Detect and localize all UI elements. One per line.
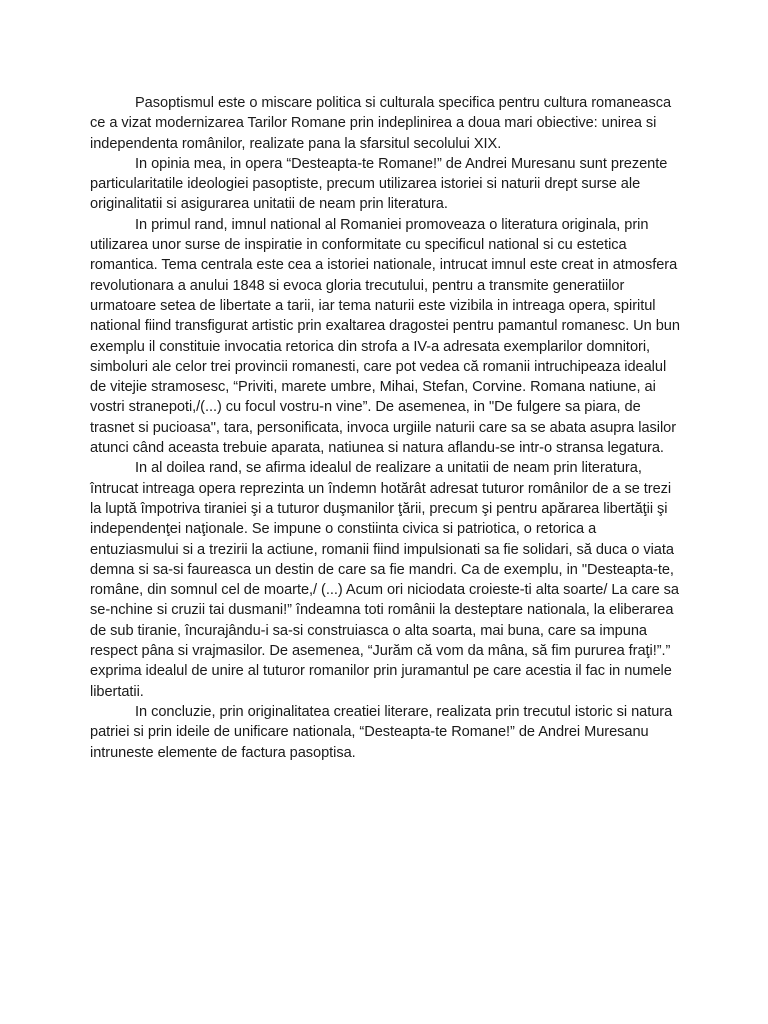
paragraph-intro: Pasoptismul este o miscare politica si culturala specifica pentru cultura romaneasca ce a vizat modernizarea Tarilor Romane prin indeplinirea a doua mari obiective: unirea si independenta românilor, realizate pana la sfarsitul secolului XIX. bbox=[90, 95, 672, 152]
paragraph-argument-two: In al doilea rand, se afirma idealul de realizare a unitatii de neam prin literatura, întrucat intreaga opera reprezinta un îndemn hotărât adresat tuturor românilor de a se trezi la luptă împotriva tiraniei şi a tuturor duşmanilor ţării, precum şi pentru apărarea libertăţii şi independenţei naţionale. Se impune o constiinta civica si patriotica, o retorica a entuziasmului si a trezirii la actiune, romanii fiind impulsionati sa fie solidari, să duca o viata demna si sa-si faureasca un destin de care sa fie mandri. Ca de exemplu, in "Desteapta-te, române, din somnul cel de moarte,/ (...) Acum ori niciodata croieste-ti alta soarte/ La care sa se-nchine si cruzii tai dusmani!” îndeamna toti românii la desteptare nationala, la eliberarea de sub tiranie, încurajându-i sa-si construiasca o alta soarta, mai buna, care sa impuna respect pâna si vrajmasilor. De asemenea, “Jurăm că vom da mâna, să fim pururea fraţi!”.” exprima idealul de unire al tuturor romanilor prin juramantul pe care acestia il fac in numele libertatii. bbox=[90, 460, 679, 700]
paragraph-thesis: In opinia mea, in opera “Desteapta-te Romane!” de Andrei Muresanu sunt prezente particularitatile ideologiei pasoptiste, precum utilizarea istoriei si naturii drept surse ale originalitatii si asigurarea unitatii de neam prin literatura. bbox=[90, 155, 668, 213]
essay-body bbox=[90, 93, 682, 763]
paragraph-conclusion: In concluzie, prin originalitatea creatiei literare, realizata prin trecutul istoric si natura patriei si prin ideile de unificare nationala, “Desteapta-te Romane!” de Andrei Muresanu intruneste elemente de factura pasoptisa. bbox=[90, 703, 673, 761]
paragraph-argument-one: In primul rand, imnul national al Romaniei promoveaza o literatura originala, prin utilizarea unor surse de inspiratie in conformitate cu specificul national si cu estetica romantica. Tema centrala este cea a istoriei nationale, intrucat imnul este creat in atmosfera revolutionara a anului 1848 si evoca gloria trecutului, pentru a transmite generatiilor urmatoare setea de libertate a tarii, iar tema naturii este vizibila in intreaga opera, spiritul national fiind transfigurat artistic prin exaltarea dragostei pentru pamantul romanesc. Un bun exemplu il constituie invocatia retorica din strofa a IV-a adresata exemplarilor domnitori, simboluri ale celor trei provincii romanesti, care pot vedea că romanii intruchipeaza idealul de vitejie stramosesc, “Priviti, marete umbre, Mihai, Stefan, Corvine. Romana natiune, ai vostri stranepoti,/(...) cu focul vostru-n vine”. De asemenea, in "De fulgere sa piara, de trasnet si pucioasa", tara, personificata, invoca urgiile naturii care sa se abata asupra lasilor atunci când aceasta trebuie aparata, natiunea si natura aflandu-se intr-o stransa legatura. bbox=[90, 216, 680, 457]
